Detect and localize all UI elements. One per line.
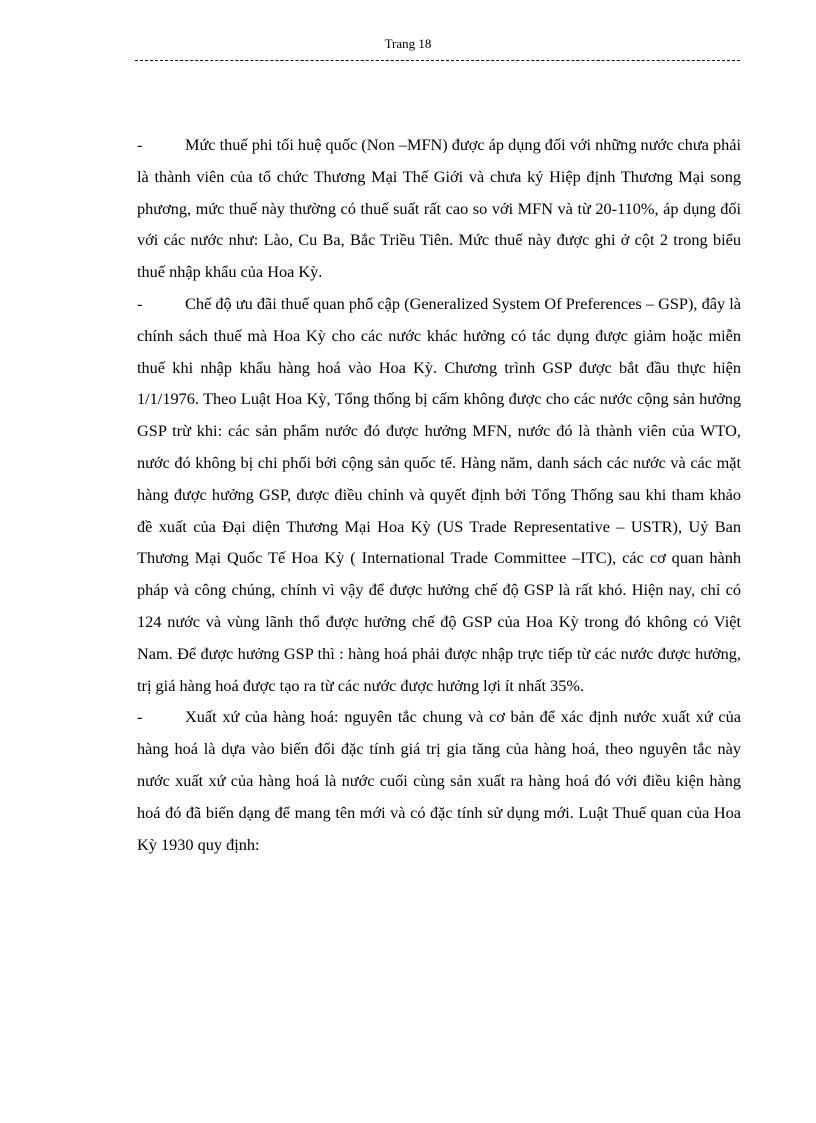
list-item-text: Xuất xứ của hàng hoá: nguyên tắc chung và cơ bản để xác định nước xuất xứ của hàng hoá là dựa vào biến đổi đặc tính giá trị gia tăng của hàng hoá, theo nguyên tắc này nước xuất xứ của hàng hoá là nước cuối cùng sản xuất ra hàng hoá đó với điều kiện hàng hoá đó đã biến dạng để mang tên mới và có đặc tính sử dụng mới. Luật Thuế quan của Hoa Kỳ 1930 quy định: — [137, 707, 741, 854]
list-item-dash: - — [137, 135, 143, 154]
page-number-header: Trang 18 — [384, 36, 432, 51]
list-item-gsp — [137, 288, 741, 701]
list-item-dash: - — [137, 293, 143, 313]
header-dashed-rule — [135, 60, 740, 61]
list-item-non-mfn — [137, 129, 741, 288]
list-item-text: Chế độ ưu đãi thuế quan phổ cập (Generalized System Of Preferences – GSP), đây là chính sách thuế mà Hoa Kỳ cho các nước khác hưởng có tác dụng được giảm hoặc miễn thuế khi nhập khẩu hàng hoá vào Hoa Kỳ. Chương trình GSP được bắt đầu thực hiện 1/1/1976. Theo Luật Hoa Kỳ, Tổng thống bị cấm không được cho các nước cộng sản hưởng GSP trừ khi: các sản phẩm nước đó được hưởng MFN, nước đó là thành viên của WTO, nước đó không bị chi phối bởi cộng sản quốc tế. Hàng năm, danh sách các nước và các mặt hàng được hưởng GSP, được điều chỉnh và quyết định bởi Tổng Thống sau khi tham khảo đề xuất của Đại diện Thương Mại Hoa Kỳ (US Trade Representative – USTR), Uỷ Ban Thương Mại Quốc Tế Hoa Kỳ ( International Trade Committee –ITC), các cơ quan hành pháp và công chúng, chính vì vậy để được hưởng chế độ GSP là rất khó. Hiện nay, chỉ có 124 nước và vùng lãnh thổ được hưởng chế độ GSP của Hoa Kỳ trong đó không có Việt Nam. Để được hưởng GSP thì : hàng hoá phải được nhập trực tiếp từ các nước được hưởng, trị giá hàng hoá được tạo ra từ các nước được hưởng lợi ít nhất 35%. — [137, 293, 741, 695]
list-item-origin — [137, 701, 741, 860]
document-body — [137, 129, 741, 860]
list-item-dash: - — [137, 707, 143, 727]
list-item-text: Mức thuế phi tối huệ quốc (Non –MFN) được áp dụng đối với những nước chưa phải là thành viên của tổ chức Thương Mại Thế Giới và chưa ký Hiệp định Thương Mại song phương, mức thuế này thường có thuế suất rất cao so với MFN và từ 20-110%, áp dụng đối với các nước như: Lào, Cu Ba, Bắc Triều Tiên. Mức thuế này được ghi ở cột 2 trong biểu thuế nhập khẩu của Hoa Kỳ. — [137, 135, 741, 282]
